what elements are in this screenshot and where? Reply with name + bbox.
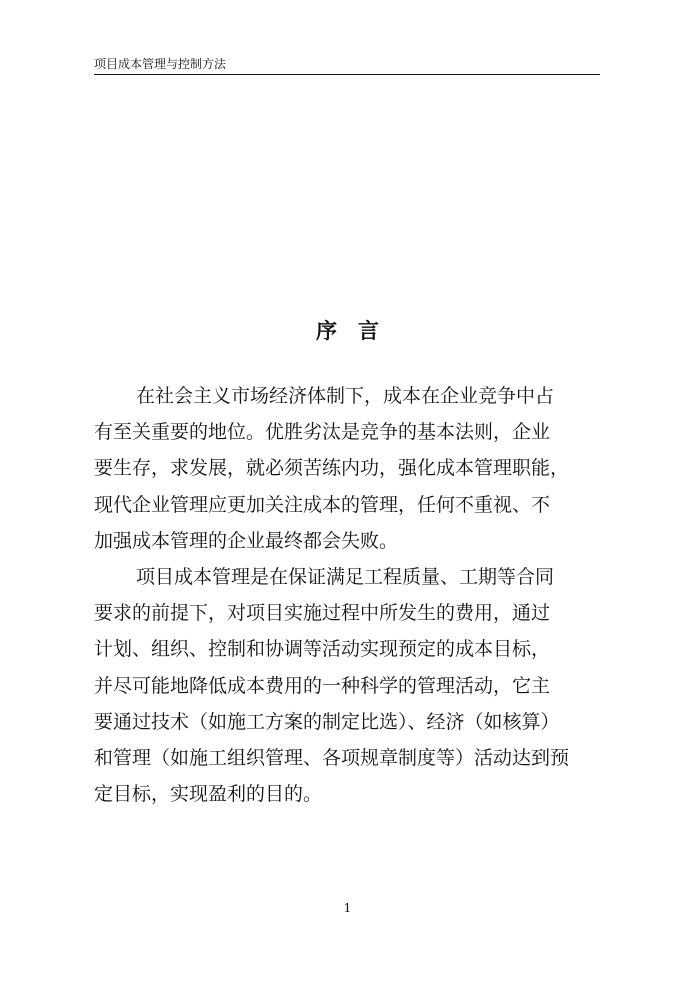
body-text — [94, 378, 600, 812]
page-number: 1 — [343, 901, 352, 915]
paragraph-2: 项目成本管理是在保证满足工程质量、工期等合同 要求的前提下，对项目实施过程中所发生的费用，通过 计划、组织、控制和协调等活动实现预定的成本目标， 并尽可能地降低成本费用的一种科学的管理活动，它主 要通过技术（如施工方案的制定比选）、经济（如核算） 和管理（如施工组织管理、各项规章制度等）活动达到预 定目标，实现盈利的目的。 — [94, 566, 570, 806]
running-title: 项目成本管理与控制方法 — [94, 57, 227, 71]
page-header — [94, 56, 600, 75]
page-title: 序言 — [316, 318, 400, 343]
paragraph-1: 在社会主义市场经济体制下，成本在企业竞争中占 有至关重要的地位。优胜劣汰是竞争的基本法则，企业 要生存，求发展，就必须苦练内功，强化成本管理职能， 现代企业管理应更加关注成本的管理，任何不重视、不 加强成本管理的企业最终都会失败。 — [94, 385, 570, 552]
